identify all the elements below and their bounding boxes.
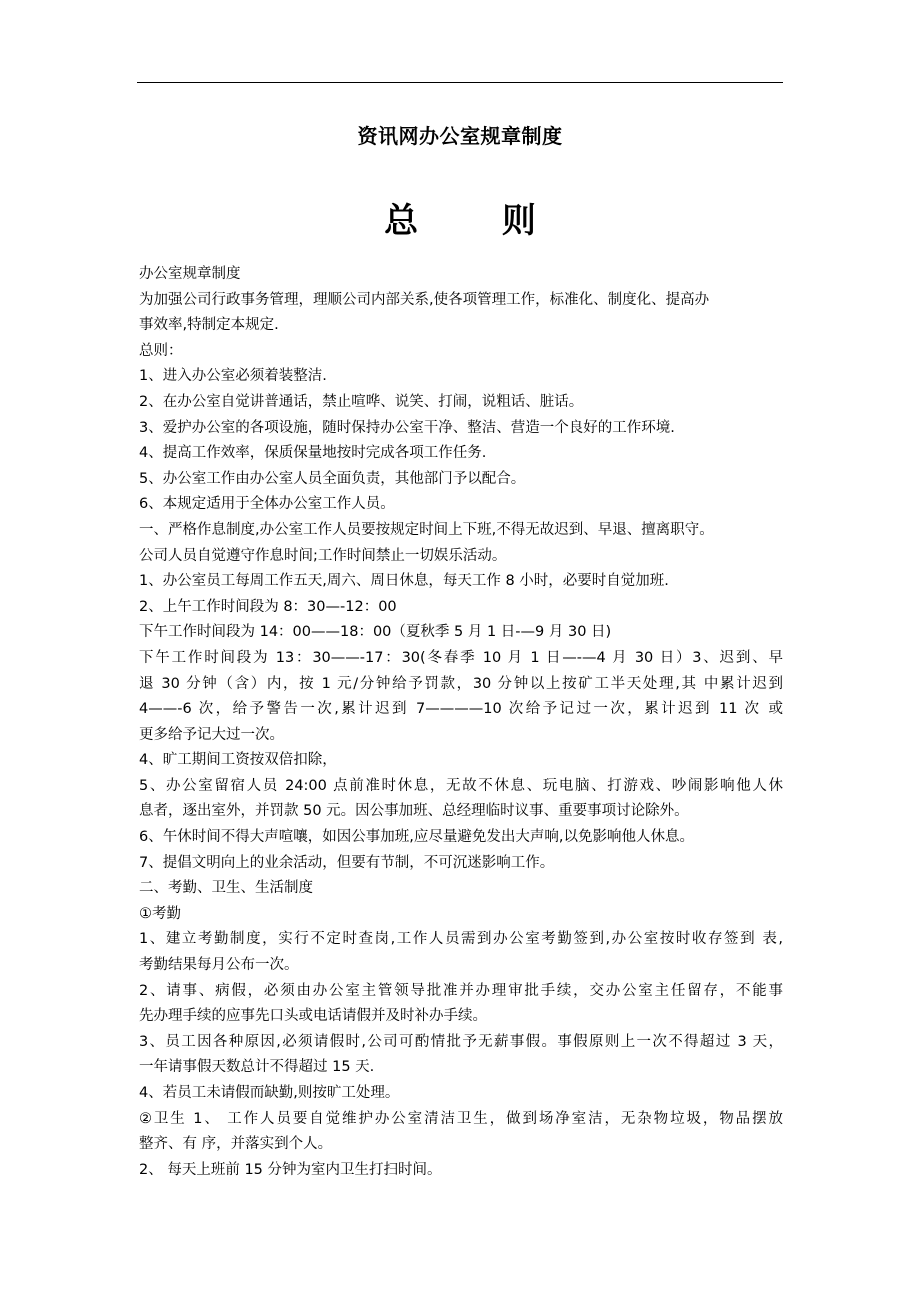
body-line: 2、在办公室自觉讲普通话，禁止喧哗、说笑、打闹，说粗话、脏话。 — [139, 393, 584, 410]
body-line: 一年请事假天数总计不得超过 15 天. — [139, 1059, 375, 1076]
body-line: 1、进入办公室必须着装整洁. — [139, 368, 327, 385]
body-line: 退 30 分钟（含）内，按 1 元/分钟给予罚款，30 分钟以上按矿工半天处理,其 中累计迟到 — [139, 675, 783, 692]
body-line: ①考勤 — [139, 905, 181, 922]
body-line: 一、严格作息制度,办公室工作人员要按规定时间上下班,不得无故迟到、早退、擅离职守。 — [139, 521, 714, 538]
body-line: 4——-6 次，给予警告一次,累计迟到 7————10 次给予记过一次，累计迟到 11 次 或 — [139, 701, 783, 718]
body-line: 公司人员自觉遵守作息时间;工作时间禁止一切娱乐活动。 — [139, 547, 507, 564]
body-line: 6、本规定适用于全体办公室工作人员。 — [139, 496, 395, 513]
body-line: 4、若员工未请假而缺勤,则按旷工处理。 — [139, 1085, 400, 1101]
body-line: 整齐、有 序，并落实到个人。 — [139, 1136, 333, 1153]
body-line: 6、午休时间不得大声喧嚷，如因公事加班,应尽量避免发出大声响,以免影响他人休息。 — [139, 829, 694, 846]
body-line: 息者，逐出室外，并罚款 50 元。因公事加班、总经理临时议事、重要事项讨论除外。 — [139, 803, 689, 820]
body-line: 下午工作时间段为 13：30——-17：30(冬春季 10 月 1 日—-—4 月 30 日）3、迟到、早 — [139, 649, 783, 666]
header-rule — [137, 82, 783, 83]
body-line: 2、 每天上班前 15 分钟为室内卫生打扫时间。 — [139, 1161, 442, 1178]
body-line: 1、办公室员工每周工作五天,周六、周日休息，每天工作 8 小时，必要时自觉加班. — [139, 573, 669, 590]
body-line: 二、考勤、卫生、生活制度 — [139, 880, 313, 897]
section-heading: 总 则 — [384, 201, 572, 241]
body-line: 3、员工因各种原因,必须请假时,公司可酌情批予无薪事假。事假原则上一次不得超过 3 天， — [139, 1033, 783, 1050]
body-line: 办公室规章制度 — [139, 266, 241, 282]
body-line: 2、请事、病假，必须由办公室主管领导批准并办理审批手续，交办公室主任留存，不能事 — [139, 982, 783, 999]
body-line: 1、建立考勤制度，实行不定时查岗,工作人员需到办公室考勤签到,办公室按时收存签到 表, — [139, 931, 783, 948]
body-line: 考勤结果每月公布一次。 — [139, 957, 299, 974]
body-line: 下午工作时间段为 14：00——18：00（夏秋季 5 月 1 日-—9 月 30 日) — [139, 624, 612, 641]
body-line: 为加强公司行政事务管理，理顺公司内部关系,使各项管理工作，标准化、制度化、提高办 — [139, 291, 710, 308]
body-line: 总则： — [139, 342, 183, 359]
body-line: 5、办公室工作由办公室人员全面负责，其他部门予以配合。 — [139, 470, 526, 487]
body-line: 7、提倡文明向上的业余活动，但要有节制，不可沉迷影响工作。 — [139, 854, 555, 871]
body-line: 事效率,特制定本规定. — [139, 317, 279, 334]
body-line: 5、办公室留宿人员 24:00 点前准时休息，无故不休息、玩电脑、打游戏、吵闹影响他人休 — [139, 777, 783, 794]
document-body — [139, 262, 783, 1183]
body-line: 2、上午工作时间段为 8：30—-12：00 — [139, 598, 397, 615]
body-line: 4、提高工作效率，保质保量地按时完成各项工作任务. — [139, 445, 487, 462]
body-line: 4、旷工期间工资按双倍扣除， — [139, 752, 337, 769]
body-line: 更多给予记大过一次。 — [139, 726, 284, 743]
body-line: 3、爱护办公室的各项设施，随时保持办公室干净、整洁、营造一个良好的工作环境. — [139, 419, 675, 436]
document-title: 资讯网办公室规章制度 — [357, 124, 563, 148]
body-line: 先办理手续的应事先口头或电话请假并及时补办手续。 — [139, 1008, 487, 1025]
body-line: ②卫生 1、 工作人员要自觉维护办公室清洁卫生，做到场净室洁，无杂物垃圾，物品摆放 — [139, 1110, 783, 1127]
